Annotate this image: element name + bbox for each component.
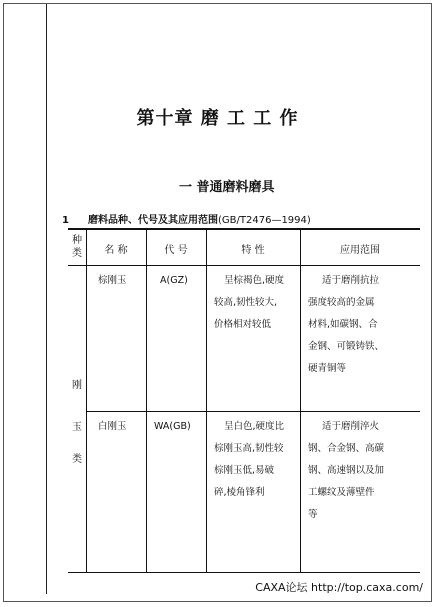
table-standard: (GB/T2476—1994) — [218, 215, 311, 226]
row2-app-line: 等 — [308, 509, 318, 520]
section-title: 一 普通磨料磨具 — [179, 180, 275, 195]
col-rule-1 — [86, 228, 87, 573]
table-caption — [62, 211, 311, 226]
row2-feature-line: 碎,棱角锋利 — [214, 487, 265, 498]
header-kind — [68, 234, 86, 260]
category-char-2: 玉 — [72, 422, 82, 433]
row1-feature — [214, 270, 284, 336]
row1-app-line: 强度较高的金属 — [308, 297, 375, 308]
table-title: 磨料品种、代号及其应用范围 — [88, 215, 218, 226]
header-kind-text: 种类 — [72, 235, 82, 259]
abrasive-table — [68, 228, 420, 573]
row2-app-line: 钢、高速钢以及加 — [308, 465, 385, 476]
forum-watermark: CAXA论坛 http://top.caxa.com/ — [255, 581, 423, 594]
category-char-3: 类 — [72, 454, 82, 465]
row2-feature — [214, 416, 284, 504]
row2-app-line: 钢、合金钢、高碳 — [308, 443, 385, 454]
row2-feature-line: 呈白色,硬度比 — [224, 421, 285, 432]
header-code: 代 号 — [164, 245, 188, 256]
row1-feature-line: 价格相对较低 — [214, 319, 272, 330]
table-top-rule — [68, 228, 420, 230]
row1-application — [308, 270, 384, 380]
row2-code: WA(GB) — [154, 421, 191, 432]
col-rule-3 — [206, 228, 207, 573]
chapter-title: 第十章 磨 工 工 作 — [136, 108, 299, 129]
row2-app-line: 适于磨削淬火 — [322, 421, 380, 432]
row2-name: 白刚玉 — [98, 421, 127, 432]
row1-app-line: 硬青铜等 — [308, 363, 347, 374]
row1-app-line: 金钢、可锻铸铁、 — [308, 341, 385, 352]
category-char-1: 刚 — [72, 380, 82, 391]
header-bottom-rule — [68, 265, 420, 266]
row1-app-line: 材料,如碳钢、合 — [308, 319, 378, 330]
col-rule-2 — [146, 228, 147, 573]
row2-feature-line: 棕刚玉高,韧性较 — [214, 443, 284, 454]
row1-code: A(GZ) — [160, 275, 188, 286]
table-bottom-rule — [68, 572, 420, 573]
row1-feature-line: 较高,韧性较大, — [214, 297, 278, 308]
row-divider — [86, 411, 420, 412]
row2-application — [308, 416, 384, 526]
row1-name: 棕刚玉 — [98, 275, 127, 286]
page-left-rule — [46, 4, 47, 594]
header-feature: 特 性 — [241, 245, 265, 256]
header-name: 名 称 — [104, 245, 128, 256]
col-rule-4 — [300, 228, 301, 573]
row2-feature-line: 棕刚玉低,易破 — [214, 465, 275, 476]
row2-app-line: 工螺纹及薄壁件 — [308, 487, 375, 498]
row1-app-line: 适于磨削抗拉 — [322, 275, 380, 286]
page-frame — [3, 3, 432, 602]
row1-feature-line: 呈棕褐色,硬度 — [224, 275, 285, 286]
table-number: 1 — [62, 215, 69, 226]
header-application: 应用范围 — [340, 245, 380, 256]
